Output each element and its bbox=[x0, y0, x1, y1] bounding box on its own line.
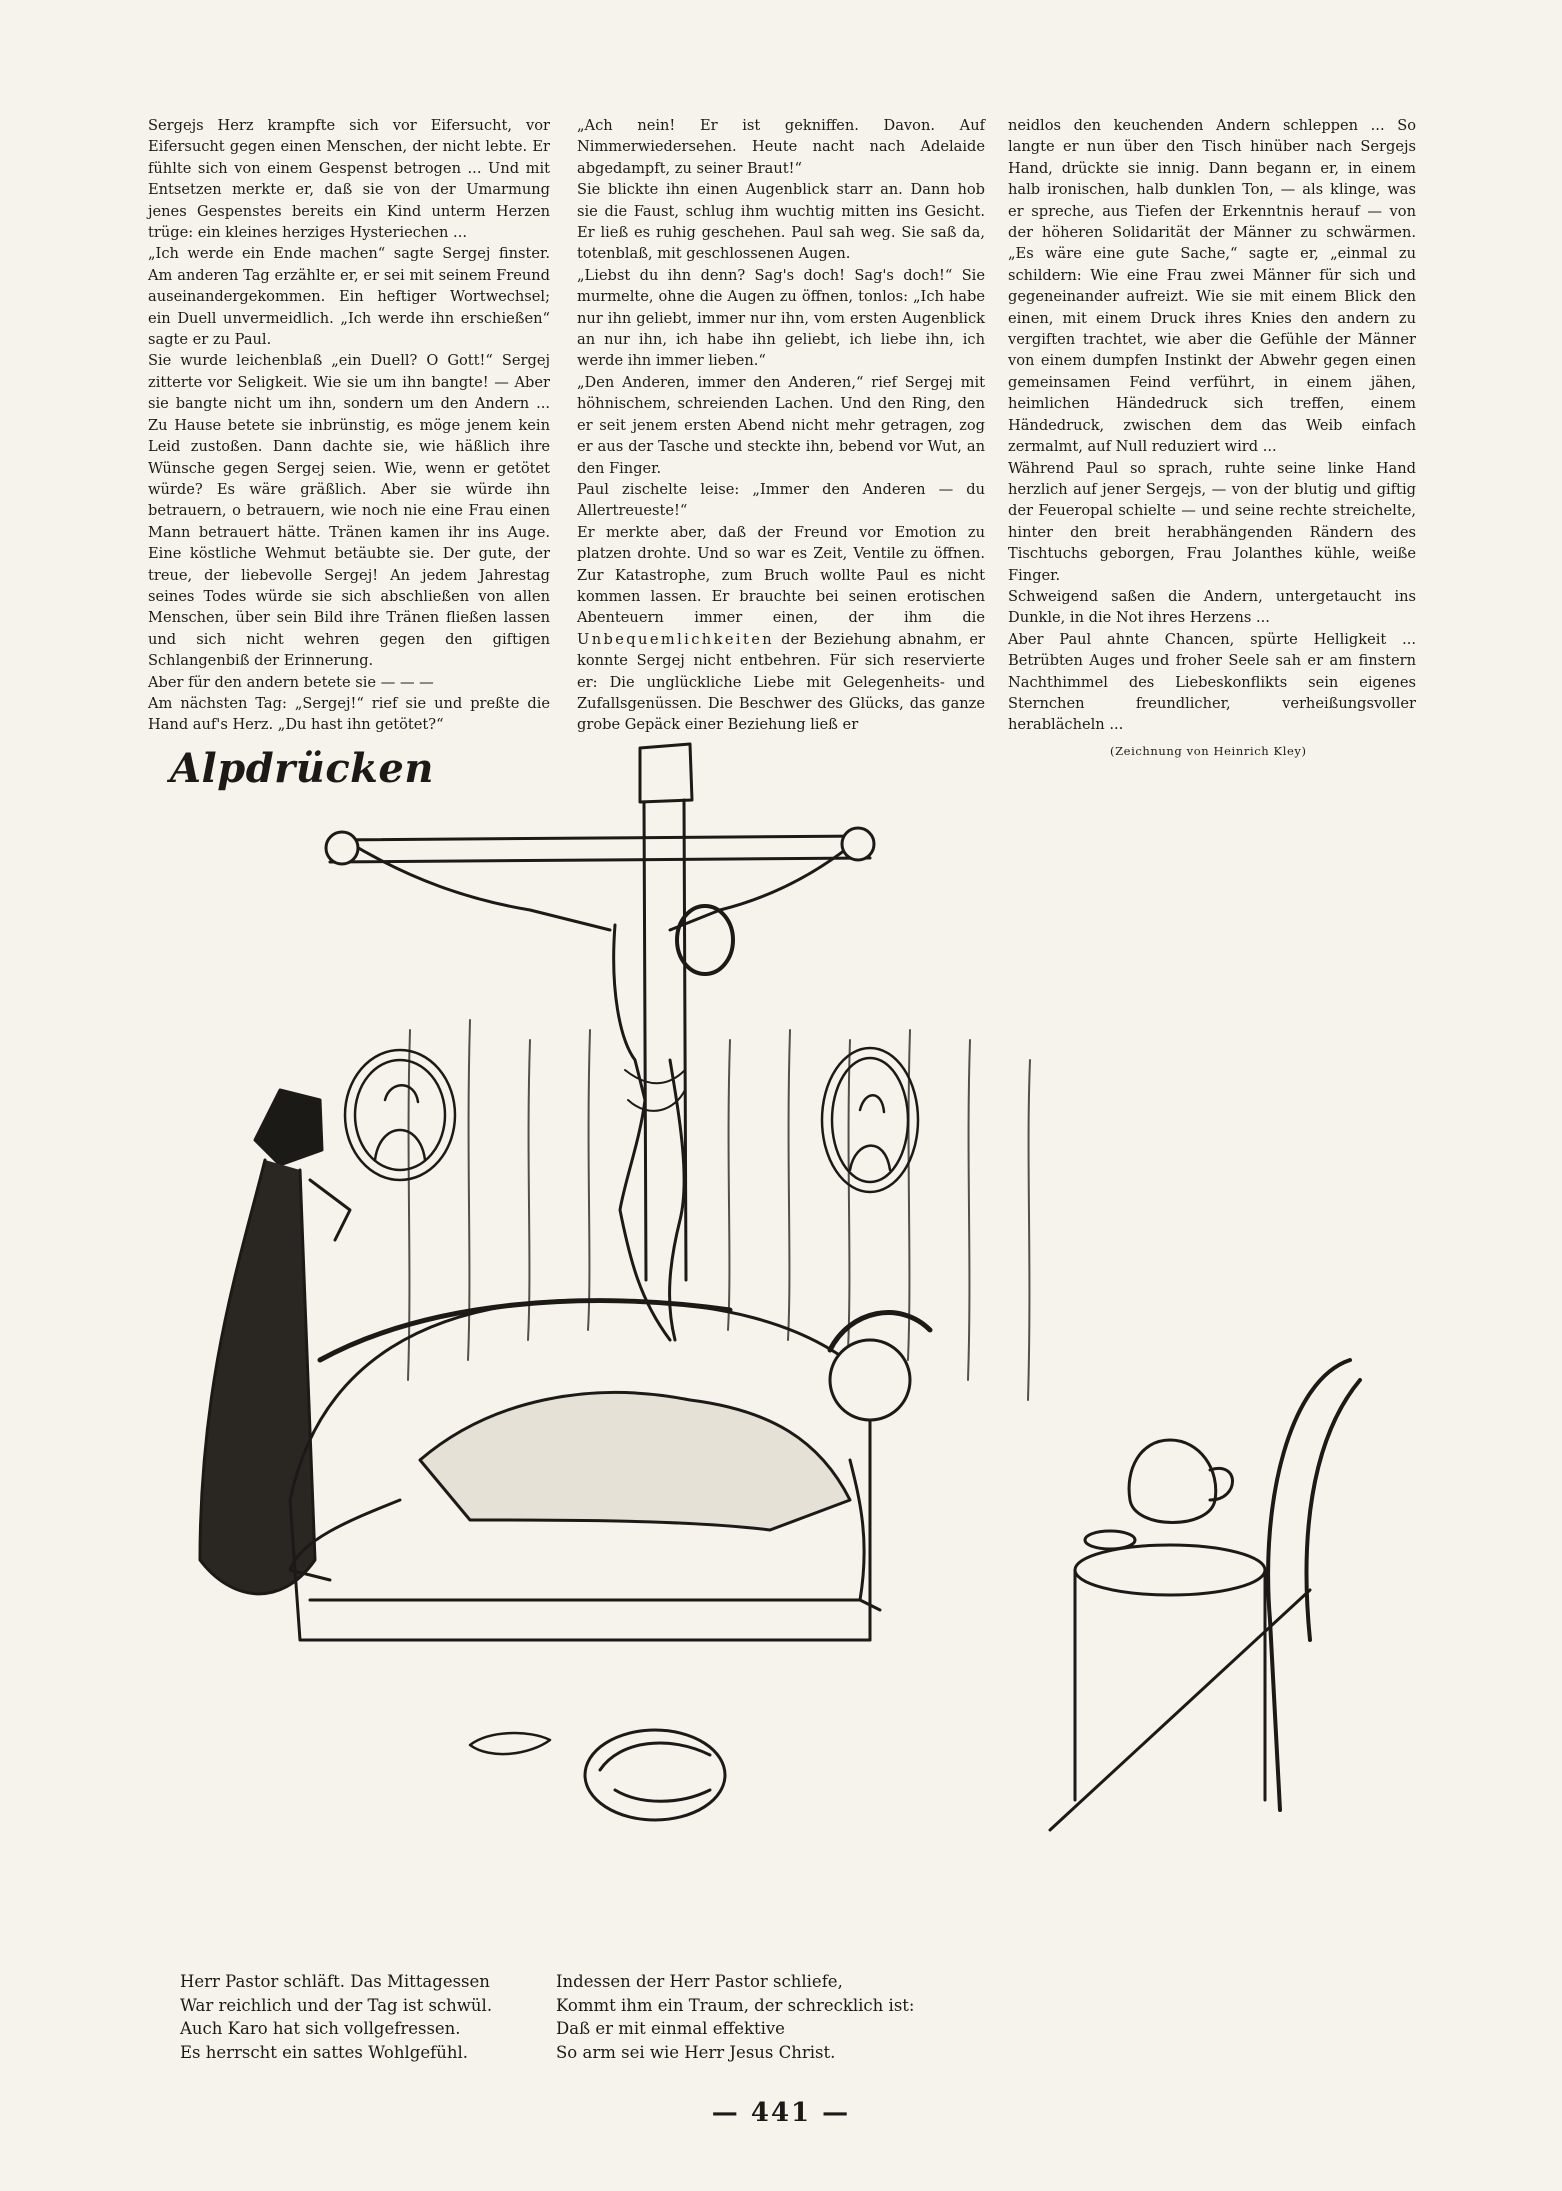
poem-line: Kommt ihm ein Traum, der schrecklich ist: bbox=[556, 1995, 915, 2015]
paragraph: Sergejs Herz krampfte sich vor Eifersucht, vor Eifersucht gegen einen Menschen, der nicht lebte. Er fühlte sich von einem Gespenst betrogen ... Und mit Entsetzen merkte er, daß sie von der Umarmung jenes Gespenstes bereits ein Kind unterm Herzen trüge: ein kleines herziges Hysteriechen ... bbox=[148, 117, 550, 242]
wall-stripes bbox=[408, 1020, 1030, 1400]
poem-line: Es herrscht ein sattes Wohlgefühl. bbox=[180, 2042, 468, 2062]
sofa-with-sleeping-pastor bbox=[290, 1300, 930, 1640]
illustration-title: Alpdrücken bbox=[170, 745, 434, 792]
slipper bbox=[470, 1733, 550, 1754]
text-column-1 bbox=[148, 115, 550, 736]
illustration-credit: (Zeichnung von Heinrich Kley) bbox=[1110, 744, 1307, 758]
side-table-with-teapot bbox=[1075, 1440, 1265, 1800]
spaced-emphasis-word: Unbequemlichkeiten bbox=[577, 630, 775, 648]
paragraph: „Ach nein! Er ist gekniffen. Davon. Auf Nimmerwiedersehen. Heute nacht nach Adelaide abgedampft, zu seiner Braut!“ bbox=[577, 117, 985, 177]
crucifix bbox=[326, 744, 874, 1340]
pen-drawing-illustration bbox=[170, 740, 1420, 2030]
paragraph: „Liebst du ihn denn? Sag's doch! Sag's doch!“ Sie murmelte, ohne die Augen zu öffnen, tonlos: „Ich habe nur ihn geliebt, immer nur ihn, vom ersten Augenblick an nur ihn, ich habe ihn geliebt, ich liebe ihn, ich werde ihn immer lieben.“ bbox=[577, 266, 985, 370]
paragraph: Sie blickte ihn einen Augenblick starr an. Dann hob sie die Faust, schlug ihm wuchtig mitten ins Gesicht. Er ließ es ruhig geschehen. Paul sah weg. Sie saß da, totenblaß, mit geschlossenen Augen. bbox=[577, 181, 985, 263]
paragraph: Paul zischelte leise: „Immer den Anderen — du Allertreueste!“ bbox=[577, 480, 985, 520]
chair-and-cane bbox=[1050, 1360, 1360, 1830]
hanging-coat-and-hat bbox=[200, 1090, 350, 1594]
poem-stanza-right bbox=[556, 1970, 914, 2064]
poem-line: Auch Karo hat sich vollgefressen. bbox=[180, 2019, 461, 2038]
paragraph-with-spaced-word: Er merkte aber, daß der Freund vor Emotion zu platzen drohte. Und so war es Zeit, Ventile zu öffnen. Zur Katastrophe, zum Bruch wollte Paul es nicht kommen lassen. Er brauchte bei seinen erotischen Abenteuern immer einen, der ihm die Unbequemlichkeiten der Beziehung abnahm, er konnte Sergej nicht entbehren. Für sich reservierte er: Die unglückliche Liebe mit Gelegenheits- und Zufallsgenüssen. Die Beschwer des Glücks, das ganze grobe Gepäck einer Beziehung ließ er bbox=[577, 523, 985, 734]
wall-portraits bbox=[345, 1048, 918, 1192]
poem-line: Daß er mit einmal effektive bbox=[556, 2019, 785, 2038]
text-column-3 bbox=[1008, 115, 1416, 736]
paragraph: Am nächsten Tag: „Sergej!“ rief sie und preßte die Hand auf's Herz. „Du hast ihn getötet?“ bbox=[148, 694, 550, 734]
poem-stanza-left bbox=[180, 1970, 492, 2064]
paragraph: Während Paul so sprach, ruhte seine linke Hand herzlich auf jener Sergejs, — von der blutig und giftig der Feueropal schielte — und seine rechte streichelte, hinter den breit herabhängenden Rändern des Tischtuchs geborgen, Frau Jolanthes kühle, weiße Finger. bbox=[1008, 459, 1416, 584]
paragraph: Sie wurde leichenblaß „ein Duell? O Gott!“ Sergej zitterte vor Seligkeit. Wie sie um ihn bangte! — Aber sie bangte nicht um ihn, sondern um den Andern ... Zu Hause betete sie inbrünstig, es möge jenem kein Leid zustoßen. Dann dachte sie, wie häßlich ihre Wünsche gegen Sergej seien. Wie, wenn er getötet würde? Es wäre gräßlich. Aber sie würde ihn betrauern, o betrauern, wie noch nie eine Frau einen Mann betrauert hätte. Tränen kamen ihr ins Auge. Eine köstliche Wehmut betäubte sie. Der gute, der treue, der liebevolle Sergej! An jedem Jahrestag seines Todes würde sie sich abschließen von allen Menschen, über sein Bild ihre Tränen fließen lassen und sich nicht wehren gegen den giftigen Schlangenbiß der Erinnerung. bbox=[148, 352, 550, 670]
paragraph: „Ich werde ein Ende machen“ sagte Sergej finster. Am anderen Tag erzählte er, er sei mit seinem Freund auseinandergekommen. Ein heftiger Wortwechsel; ein Duell unvermeidlich. „Ich werde ihn erschießen“ sagte er zu Paul. bbox=[148, 245, 550, 349]
poem-line: So arm sei wie Herr Jesus Christ. bbox=[556, 2042, 836, 2062]
poem-line: Herr Pastor schläft. Das Mittagessen bbox=[180, 1972, 490, 1991]
paragraph: neidlos den keuchenden Andern schleppen ... So langte er nun über den Tisch hinüber nach Sergejs Hand, drückte sie innig. Dann begann er, in einem halb ironischen, halb dunklen Ton, — als klinge, was er spreche, aus Tiefen der Erkenntnis herauf — von der höheren Solidarität der Männer zu schwärmen. „Es wäre eine gute Sache,“ sagte er, „einmal zu schildern: Wie eine Frau zwei Männer für sich und gegeneinander aufreizt. Wie sie mit einem Blick den einen, mit einem Druck ihres Knies den andern zu vergiften trachtet, wie aber die Gefühle der Männer von einem dumpfen Instinkt der Abwehr gegen einen gemeinsamen Feind verführt, in einem jähen, heimlichen Händedruck sich treffen, einem Händedruck, zwischen dem das Weib einfach zermalmt, auf Null reduziert wird ... bbox=[1008, 117, 1416, 456]
paragraph: Schweigend saßen die Andern, untergetaucht ins Dunkle, in die Not ihres Herzens ... bbox=[1008, 587, 1416, 627]
poem-line: War reichlich und der Tag ist schwül. bbox=[180, 1995, 493, 2015]
sleeping-dog bbox=[585, 1730, 725, 1820]
paragraph: „Den Anderen, immer den Anderen,“ rief Sergej mit höhnischem, schreienden Lachen. Und den Ring, den er seit jenem ersten Abend nicht mehr getragen, zog er aus der Tasche und steckte ihn, bebend vor Wut, an den Finger. bbox=[577, 373, 985, 477]
text-column-2 bbox=[577, 115, 985, 736]
paragraph: Aber für den andern betete sie — — — bbox=[148, 673, 434, 691]
page-number: — 441 — bbox=[711, 2098, 851, 2128]
poem-line: Indessen der Herr Pastor schliefe, bbox=[556, 1972, 843, 1991]
paragraph: Aber Paul ahnte Chancen, spürte Helligkeit ... Betrübten Auges und froher Seele sah er am finstern Nachthimmel des Liebeskonflikts sein eigenes Sternchen freundlicher, verheißungsvoller herablächeln ... bbox=[1008, 630, 1416, 734]
